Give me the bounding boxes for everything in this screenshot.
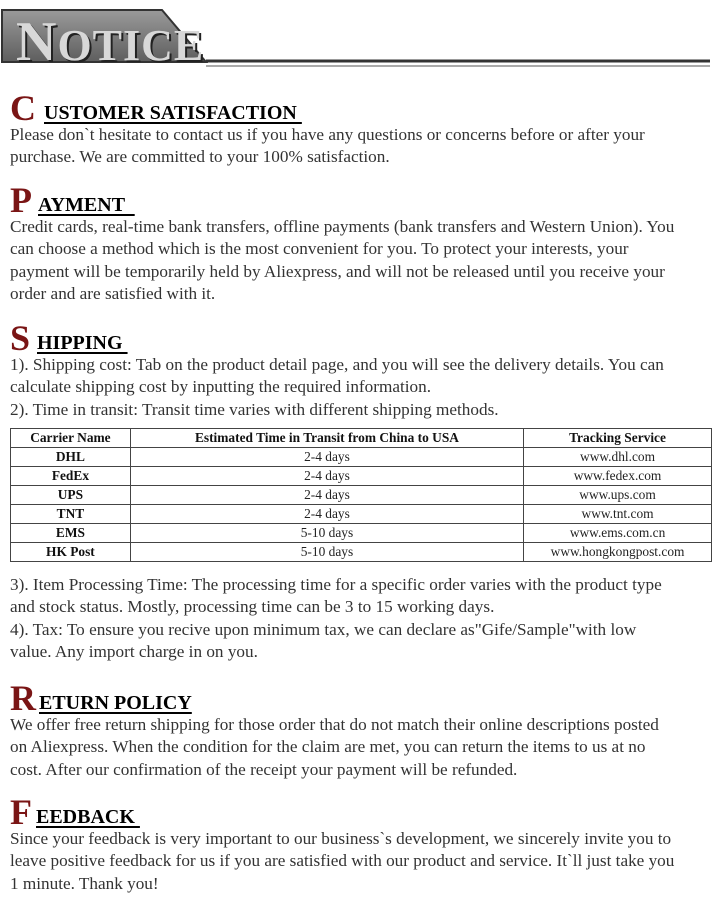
section-feedback bbox=[10, 794, 712, 895]
text-line: Credit cards, real-time bank transfers, offline payments (bank transfers and Western Union). You bbox=[10, 217, 675, 236]
heading-initial: C bbox=[10, 88, 36, 128]
section-body bbox=[10, 216, 712, 306]
section-body bbox=[10, 354, 712, 421]
tracking-cell: www.dhl.com bbox=[524, 448, 712, 467]
heading-initial: P bbox=[10, 180, 32, 220]
section-body bbox=[10, 124, 712, 169]
notice-banner bbox=[0, 8, 712, 73]
tracking-cell: www.fedex.com bbox=[524, 467, 712, 486]
carrier-name-cell: EMS bbox=[11, 524, 131, 543]
tracking-cell: www.hongkongpost.com bbox=[524, 543, 712, 562]
column-header: Estimated Time in Transit from China to USA bbox=[130, 429, 523, 448]
heading-title: USTOMER SATISFACTION bbox=[44, 102, 302, 124]
text-line: order and are satisfied with it. bbox=[10, 284, 216, 304]
heading-title: ETURN POLICY bbox=[39, 692, 192, 714]
heading-title: AYMENT bbox=[38, 194, 135, 216]
text-line: on Aliexpress. When the condition for the claim are met, you can return the items to us at no bbox=[10, 737, 646, 757]
page-title: NOTICE bbox=[16, 11, 205, 73]
column-header: Carrier Name bbox=[11, 429, 131, 448]
text-line: We offer free return shipping for those order that do not match their online descriptions posted bbox=[10, 715, 659, 734]
carrier-name-cell: UPS bbox=[11, 486, 131, 505]
text-line: Please don`t hesitate to contact us if you have any questions or concerns before or after your bbox=[10, 125, 645, 144]
transit-time-cell: 2-4 days bbox=[130, 467, 523, 486]
section-customer-satisfaction bbox=[10, 90, 712, 169]
section-return-policy bbox=[10, 680, 712, 781]
table-row bbox=[11, 467, 712, 486]
table-row bbox=[11, 486, 712, 505]
section-heading bbox=[10, 792, 712, 832]
shipping-notes bbox=[10, 574, 712, 664]
transit-time-cell: 5-10 days bbox=[130, 543, 523, 562]
section-shipping bbox=[10, 320, 712, 421]
heading-title: EEDBACK bbox=[36, 806, 140, 828]
heading-initial: S bbox=[10, 318, 31, 358]
transit-time-cell: 2-4 days bbox=[130, 486, 523, 505]
text-line: 3). Item Processing Time: The processing time for a specific order varies with the product type bbox=[10, 575, 662, 594]
section-body bbox=[10, 714, 712, 781]
tracking-cell: www.ups.com bbox=[524, 486, 712, 505]
carrier-name-cell: TNT bbox=[11, 505, 131, 524]
section-heading bbox=[10, 318, 712, 358]
column-header: Tracking Service bbox=[524, 429, 712, 448]
carrier-table bbox=[10, 428, 712, 562]
table-row bbox=[11, 543, 712, 562]
tracking-cell: www.tnt.com bbox=[524, 505, 712, 524]
text-line: 1). Shipping cost: Tab on the product detail page, and you will see the delivery details. You can bbox=[10, 355, 664, 374]
table-row bbox=[11, 524, 712, 543]
transit-time-cell: 2-4 days bbox=[130, 448, 523, 467]
text-line: leave positive feedback for us if you are satisfied with our product and service. It`ll just take you bbox=[10, 851, 675, 871]
carrier-name-cell: HK Post bbox=[11, 543, 131, 562]
section-heading bbox=[10, 88, 712, 128]
section-payment bbox=[10, 182, 712, 306]
transit-time-cell: 5-10 days bbox=[130, 524, 523, 543]
heading-title: HIPPING bbox=[37, 332, 128, 354]
text-line: cost. After our confirmation of the receipt your payment will be refunded. bbox=[10, 759, 518, 779]
section-heading bbox=[10, 678, 712, 718]
text-line: payment will be temporarily held by Aliexpress, and will not be released until you receive your bbox=[10, 261, 665, 281]
table-row bbox=[11, 505, 712, 524]
text-line: Since your feedback is very important to our business`s development, we sincerely invite you to bbox=[10, 829, 672, 848]
tracking-cell: www.ems.com.cn bbox=[524, 524, 712, 543]
carrier-name-cell: DHL bbox=[11, 448, 131, 467]
text-line: value. Any import charge in on you. bbox=[10, 642, 258, 662]
heading-initial: R bbox=[10, 678, 36, 718]
table-header-row bbox=[11, 429, 712, 448]
text-line: purchase. We are committed to your 100% satisfaction. bbox=[10, 147, 390, 167]
text-line: calculate shipping cost by inputting the required information. bbox=[10, 377, 431, 397]
text-line: 2). Time in transit: Transit time varies with different shipping methods. bbox=[10, 399, 499, 419]
text-line: 4). Tax: To ensure you recive upon minimum tax, we can declare as"Gife/Sample"with low bbox=[10, 619, 637, 639]
text-line: can choose a method which is the most convenient for you. To protect your interests, your bbox=[10, 239, 629, 259]
table-row bbox=[11, 448, 712, 467]
carrier-name-cell: FedEx bbox=[11, 467, 131, 486]
text-line: 1 minute. Thank you! bbox=[10, 873, 159, 893]
section-heading bbox=[10, 180, 712, 220]
heading-initial: F bbox=[10, 792, 32, 832]
text-line: and stock status. Mostly, processing time can be 3 to 15 working days. bbox=[10, 597, 495, 617]
section-body bbox=[10, 828, 712, 895]
transit-time-cell: 2-4 days bbox=[130, 505, 523, 524]
